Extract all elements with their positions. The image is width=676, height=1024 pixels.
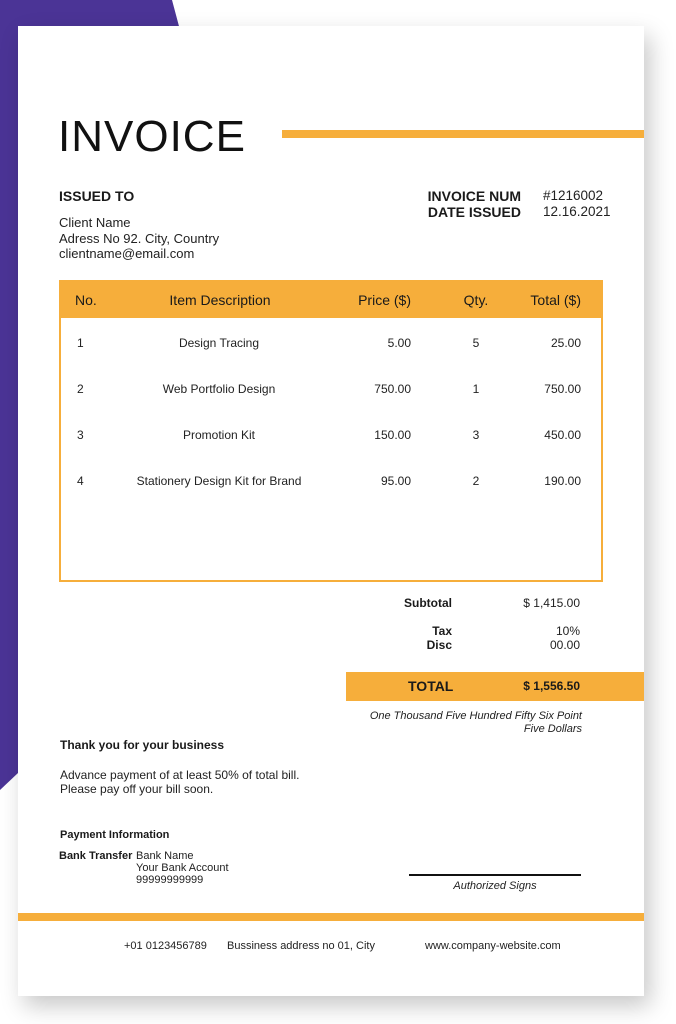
header-description: Item Description [169, 292, 271, 308]
row-description: Stationery Design Kit for Brand [136, 474, 302, 488]
table-row [61, 331, 601, 355]
date-issued-value: 12.16.2021 [543, 204, 611, 219]
bank-account-number: 99999999999 [136, 874, 204, 886]
disc-label: Disc [426, 638, 452, 652]
subtotal-label: Subtotal [404, 596, 452, 610]
total-value: $ 1,556.50 [523, 679, 580, 693]
signature-line [409, 874, 581, 876]
table-row [61, 377, 601, 401]
row-total: 190.00 [544, 474, 581, 488]
header-qty: Qty. [463, 292, 489, 308]
row-total: 450.00 [544, 428, 581, 442]
total-label: TOTAL [408, 678, 454, 694]
bank-name: Bank Name [136, 850, 194, 862]
payment-note-line-1: Advance payment of at least 50% of total bill. [60, 768, 300, 782]
client-email: clientname@email.com [59, 246, 195, 261]
footer-website: www.company-website.com [425, 940, 561, 952]
header-no: No. [75, 292, 97, 308]
table-row [61, 423, 601, 447]
row-no: 4 [77, 474, 84, 488]
row-no: 3 [77, 428, 84, 442]
client-name: Client Name [59, 215, 131, 230]
client-address: Adress No 92. City, Country [59, 231, 220, 246]
subtotal-value: $ 1,415.00 [523, 596, 580, 610]
row-price: 750.00 [374, 382, 411, 396]
amount-in-words: One Thousand Five Hundred Fifty Six Point Five Dollars [369, 710, 582, 735]
footer-address: Bussiness address no 01, City [227, 940, 375, 952]
row-no: 2 [77, 382, 84, 396]
row-description: Design Tracing [178, 336, 260, 350]
header-total: Total ($) [530, 292, 581, 308]
row-price: 95.00 [380, 474, 411, 488]
items-table [59, 280, 603, 582]
row-qty: 3 [472, 428, 480, 442]
table-row [61, 469, 601, 493]
payment-info-title: Payment Information [60, 829, 170, 841]
invoice-number-value: #1216002 [543, 188, 604, 203]
row-no: 1 [77, 336, 84, 350]
table-header [61, 282, 601, 318]
thank-you-note: Thank you for your business [60, 738, 225, 752]
row-description: Web Portfolio Design [162, 382, 276, 396]
row-qty: 1 [472, 382, 480, 396]
row-price: 5.00 [387, 336, 411, 350]
row-price: 150.00 [374, 428, 411, 442]
row-total: 25.00 [550, 336, 581, 350]
footer-phone: +01 0123456789 [124, 940, 207, 952]
issued-to-label: ISSUED TO [59, 188, 135, 204]
date-issued-label: DATE ISSUED [427, 204, 521, 220]
invoice-title: INVOICE [58, 112, 246, 161]
invoice-sheet [18, 26, 644, 996]
tax-label: Tax [432, 624, 452, 638]
tax-value: 10% [555, 624, 580, 638]
row-qty: 5 [472, 336, 480, 350]
invoice-number-label: INVOICE NUM [427, 188, 521, 204]
row-total: 750.00 [544, 382, 581, 396]
disc-value: 00.00 [549, 638, 580, 652]
bank-account-label: Your Bank Account [136, 862, 229, 874]
payment-note-line-2: Please pay off your bill soon. [60, 782, 214, 796]
row-qty: 2 [472, 474, 480, 488]
title-accent-rule [282, 130, 644, 138]
payment-method: Bank Transfer [59, 850, 133, 862]
header-price: Price ($) [358, 292, 411, 308]
total-bar [346, 672, 644, 701]
footer-accent-rule [18, 913, 644, 921]
signature-label: Authorized Signs [453, 880, 537, 892]
row-description: Promotion Kit [182, 428, 256, 442]
